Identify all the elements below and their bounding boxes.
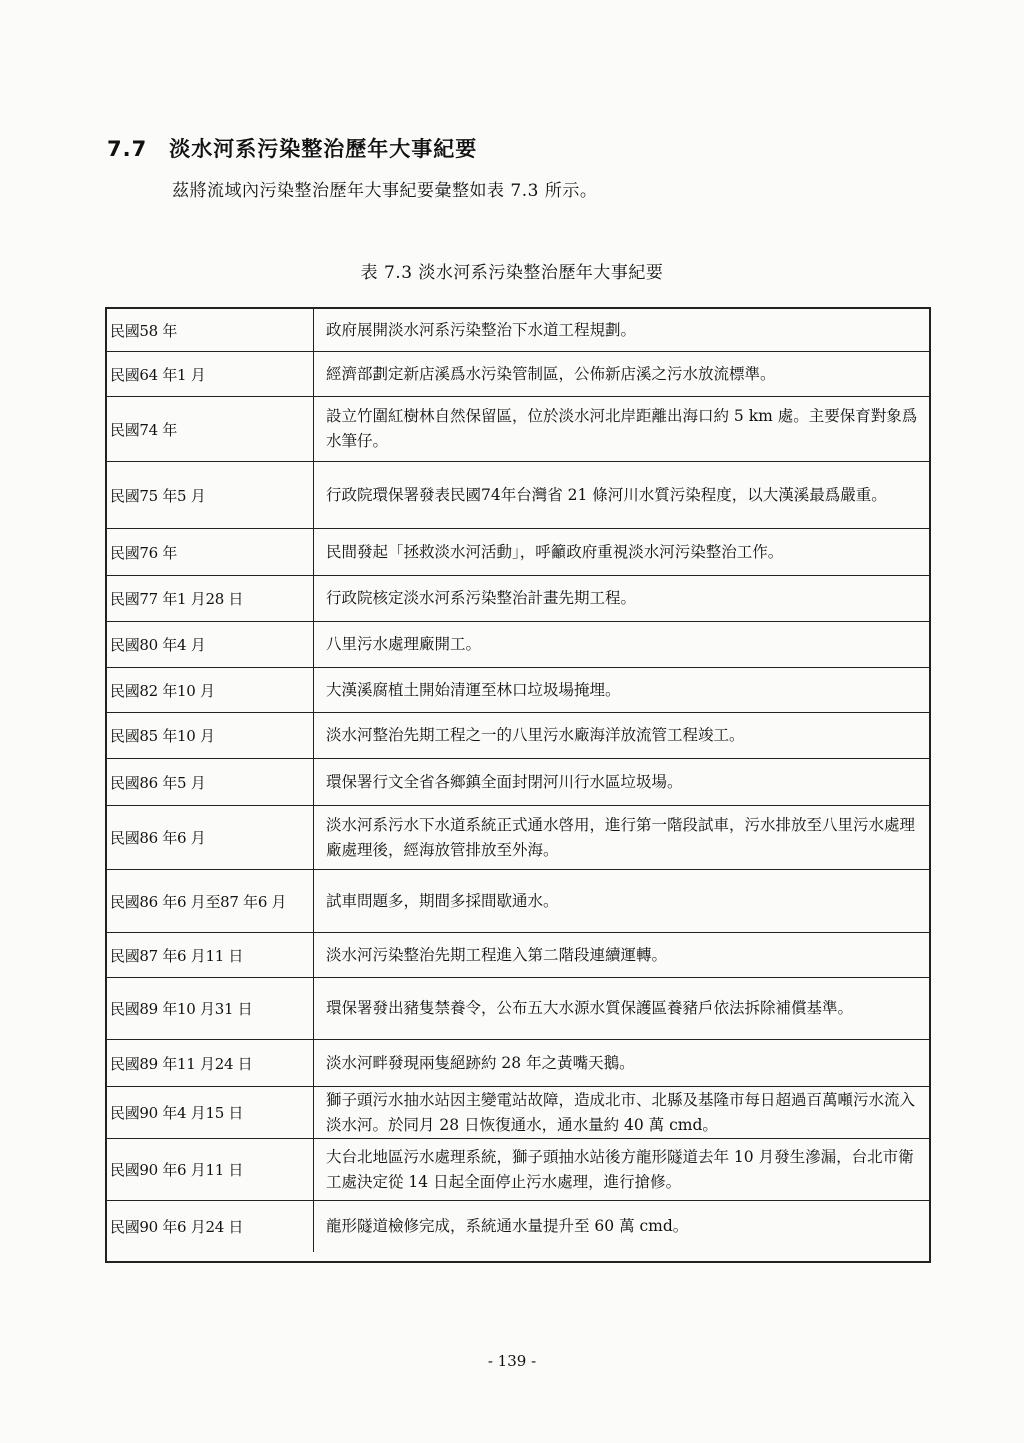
table-row <box>107 978 929 1040</box>
table-caption: 表 7.3 淡水河系污染整治歷年大事紀要 <box>360 263 664 283</box>
page-number: - 139 - <box>487 1352 537 1370</box>
event-cell: 八里污水處理廠開工。 <box>326 635 482 653</box>
table-row <box>107 759 929 806</box>
event-cell: 設立竹圍紅樹林自然保留區，位於淡水河北岸距離出海口約 5 km 處。主要保育對象爲水筆仔。 <box>326 407 918 450</box>
table-row <box>107 1201 929 1252</box>
table-row <box>107 1040 929 1087</box>
date-cell: 民國90 年6 月11 日 <box>107 1139 314 1200</box>
date-cell: 民國87 年6 月11 日 <box>107 933 314 977</box>
date-cell: 民國64 年1 月 <box>107 352 314 396</box>
table-row <box>107 576 929 622</box>
date-cell: 民國86 年5 月 <box>107 759 314 805</box>
table-row <box>107 462 929 529</box>
date-cell: 民國89 年10 月31 日 <box>107 978 314 1039</box>
table-row <box>107 806 929 870</box>
table-row <box>107 397 929 462</box>
event-cell: 環保署行文全省各鄉鎮全面封閉河川行水區垃圾場。 <box>326 772 683 791</box>
table-row <box>107 1139 929 1201</box>
table-row <box>107 622 929 668</box>
event-cell: 獅子頭污水抽水站因主變電站故障，造成北市、北縣及基隆市每日超過百萬噸污水流入淡水河。於同月 28 日恢復通水，通水量約 40 萬 cmd。 <box>326 1090 916 1134</box>
table-row <box>107 352 929 397</box>
date-cell: 民國80 年4 月 <box>107 622 314 667</box>
date-cell: 民國82 年10 月 <box>107 668 314 712</box>
table-row <box>107 1087 929 1139</box>
event-cell: 行政院環保署發表民國74年台灣省 21 條河川水質污染程度，以大漢溪最爲嚴重。 <box>326 485 887 504</box>
table-row <box>107 870 929 933</box>
date-cell: 民國76 年 <box>107 529 314 575</box>
date-cell: 民國86 年6 月 <box>107 806 314 869</box>
event-cell: 民間發起「拯救淡水河活動」，呼籲政府重視淡水河污染整治工作。 <box>326 542 784 561</box>
table-row <box>107 309 929 352</box>
table-row <box>107 668 929 713</box>
event-cell: 行政院核定淡水河系污染整治計畫先期工程。 <box>326 589 637 607</box>
date-cell: 民國58 年 <box>107 309 314 351</box>
event-cell: 大台北地區污水處理系統，獅子頭抽水站後方龍形隧道去年 10 月發生滲漏，台北市衛工處決定從 14 日起全面停止污水處理，進行搶修。 <box>326 1147 914 1191</box>
date-cell: 民國75 年5 月 <box>107 462 314 528</box>
section-number: 7.7 <box>107 137 148 161</box>
event-cell: 淡水河污染整治先期工程進入第二階段連續運轉。 <box>326 945 668 964</box>
event-cell: 政府展開淡水河系污染整治下水道工程規劃。 <box>326 320 637 339</box>
event-cell: 龍形隧道檢修完成，系統通水量提升至 60 萬 cmd。 <box>326 1217 689 1235</box>
event-cell: 大漢溪腐植土開始清運至林口垃圾場掩埋。 <box>326 680 621 699</box>
event-cell: 淡水河整治先期工程之一的八里污水廠海洋放流管工程竣工。 <box>326 726 745 744</box>
date-cell: 民國74 年 <box>107 397 314 461</box>
table-row <box>107 933 929 978</box>
event-cell: 試車問題多，期間多採間歇通水。 <box>326 891 559 910</box>
date-cell: 民國90 年4 月15 日 <box>107 1087 314 1138</box>
date-cell: 民國89 年11 月24 日 <box>107 1040 314 1086</box>
table-row <box>107 529 929 576</box>
date-cell: 民國90 年6 月24 日 <box>107 1201 314 1252</box>
events-table <box>105 307 931 1263</box>
table-row <box>107 713 929 759</box>
section-title: 淡水河系污染整治歷年大事紀要 <box>169 137 478 161</box>
date-cell: 民國77 年1 月28 日 <box>107 576 314 621</box>
event-cell: 經濟部劃定新店溪爲水污染管制區，公佈新店溪之污水放流標準。 <box>326 364 776 383</box>
date-cell: 民國85 年10 月 <box>107 713 314 758</box>
date-cell: 民國86 年6 月至87 年6 月 <box>107 870 314 932</box>
section-heading <box>107 133 477 163</box>
intro-paragraph: 茲將流域內污染整治歷年大事紀要彙整如表 7.3 所示。 <box>172 181 598 201</box>
event-cell: 淡水河畔發現兩隻絕跡約 28 年之黃嘴天鵝。 <box>326 1053 635 1072</box>
event-cell: 淡水河系污水下水道系統正式通水啓用，進行第一階段試車，污水排放至八里污水處理廠處理後，經海放管排放至外海。 <box>326 815 916 859</box>
event-cell: 環保署發出豬隻禁養令，公布五大水源水質保護區養豬戶依法拆除補償基準。 <box>326 999 854 1017</box>
